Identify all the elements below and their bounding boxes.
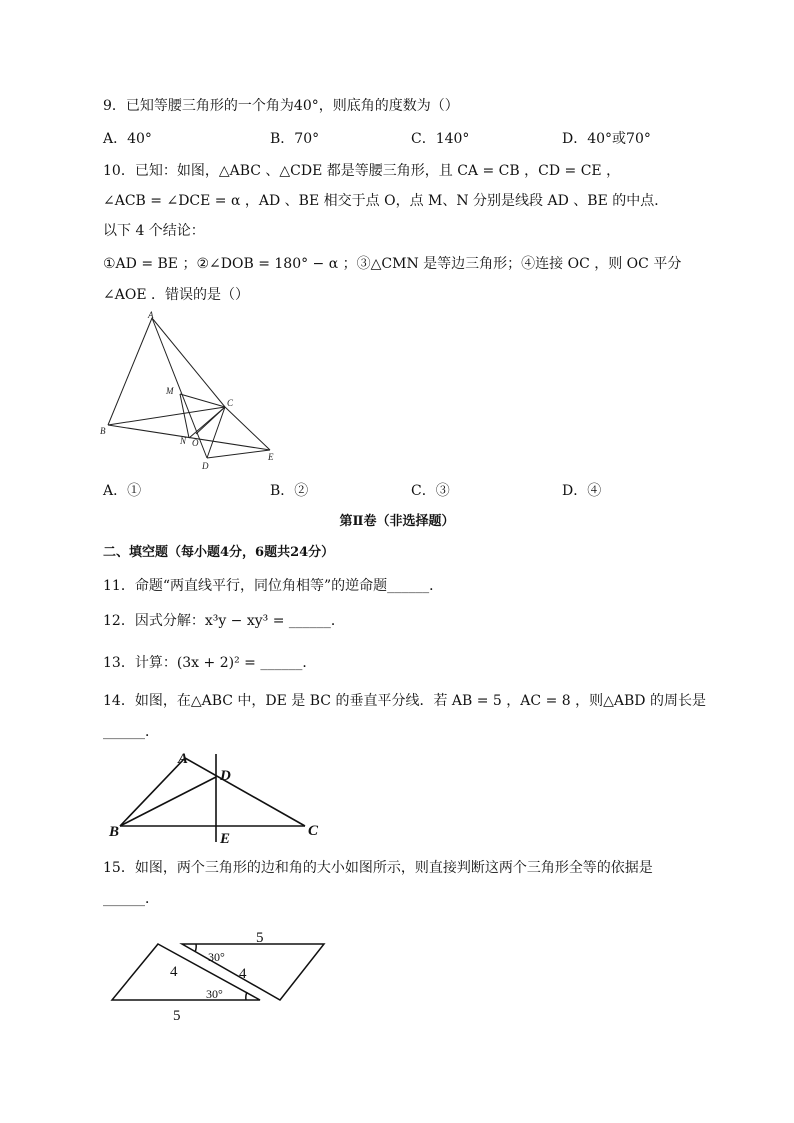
fig14-label-e: E xyxy=(220,831,231,847)
fig15-label-4-left: 4 xyxy=(170,964,178,980)
q10-option-b: B．② xyxy=(270,483,309,499)
q10-option-c: C．③ xyxy=(411,483,450,499)
q10-line2: ∠ACB = ∠DCE = α ，AD 、BE 相交于点 O，点 M、N 分别是线段 AD 、BE 的中点． xyxy=(103,193,669,209)
q13-text: 13．计算：(3x + 2)² = ______． xyxy=(103,655,317,671)
q10-line4: ①AD = BE ；②∠DOB = 180° − α ；③△CMN 是等边三角形；④连接 OC ，则 OC 平分 xyxy=(103,256,682,272)
q15-figure xyxy=(100,922,340,1027)
q10-line3: 以下 4 个结论： xyxy=(103,223,205,239)
q14-line1: 14．如图，在△ABC 中，DE 是 BC 的垂直平分线．若 AB = 5 ，AC = 8 ，则△ABD 的周长是 xyxy=(103,693,706,709)
fig15-label-4-right: 4 xyxy=(239,966,247,982)
q10-figure xyxy=(100,310,280,475)
fig14-label-c: C xyxy=(308,823,319,839)
seg-ac xyxy=(185,758,305,826)
q10-line5: ∠AOE ．错误的是（） xyxy=(103,287,249,303)
q14-figure xyxy=(100,748,330,848)
seg-mc xyxy=(180,394,225,407)
fig10-label-m: M xyxy=(166,386,174,396)
q9-text: 9．已知等腰三角形的一个角为40°，则底角的度数为（） xyxy=(103,98,459,114)
q9-option-a: A．40° xyxy=(103,131,152,147)
fig14-label-b: B xyxy=(109,824,120,840)
fig15-label-30-top: 30° xyxy=(208,950,225,964)
q14-line2: ______． xyxy=(103,724,159,740)
fig10-label-n: N xyxy=(180,436,187,446)
q15-line1: 15．如图，两个三角形的边和角的大小如图所示，则直接判断这两个三角形全等的依据是 xyxy=(103,860,653,876)
fig10-label-e: E xyxy=(268,452,274,462)
seg-de xyxy=(207,450,270,458)
angle-arc-bottom xyxy=(246,992,247,1000)
seg-ab xyxy=(120,758,185,826)
q9-option-d: D．40°或70° xyxy=(562,131,651,147)
seg-ac xyxy=(152,318,225,407)
seg-ce xyxy=(225,407,270,450)
angle-arc-top xyxy=(195,944,196,952)
q10-option-a: A．① xyxy=(103,483,142,499)
q12-text: 12．因式分解：x³y − xy³ = ______． xyxy=(103,613,345,629)
fig14-label-d: D xyxy=(220,768,231,784)
fig10-label-c: C xyxy=(227,398,234,408)
q10-option-d: D．④ xyxy=(562,483,602,499)
fig14-label-a: A xyxy=(178,751,189,767)
triangle-left xyxy=(112,944,260,1000)
section2-title: 第Ⅱ卷（非选择题） xyxy=(339,514,455,529)
q10-line1: 10．已知：如图，△ABC 、△CDE 都是等腰三角形，且 CA = CB ，CD = CE ， xyxy=(103,163,621,179)
fig15-label-5-top: 5 xyxy=(256,930,264,946)
fig10-label-o: O xyxy=(192,438,199,448)
fig10-label-d: D xyxy=(202,461,209,471)
triangle-right xyxy=(182,944,324,1000)
q11-text: 11．命题“两直线平行，同位角相等”的逆命题______． xyxy=(103,578,444,594)
q9-option-c: C．140° xyxy=(411,131,470,147)
fig10-label-b: B xyxy=(100,426,106,436)
seg-bd xyxy=(120,777,216,826)
seg-ab xyxy=(108,318,152,425)
fig15-label-5-bottom: 5 xyxy=(173,1008,181,1024)
q15-line2: ______． xyxy=(103,891,159,907)
fig10-label-a: A xyxy=(148,310,154,320)
q9-option-b: B．70° xyxy=(270,131,320,147)
fig15-label-30-bottom: 30° xyxy=(206,987,223,1001)
part2-heading: 二、填空题（每小题4分，6题共24分） xyxy=(103,545,335,560)
